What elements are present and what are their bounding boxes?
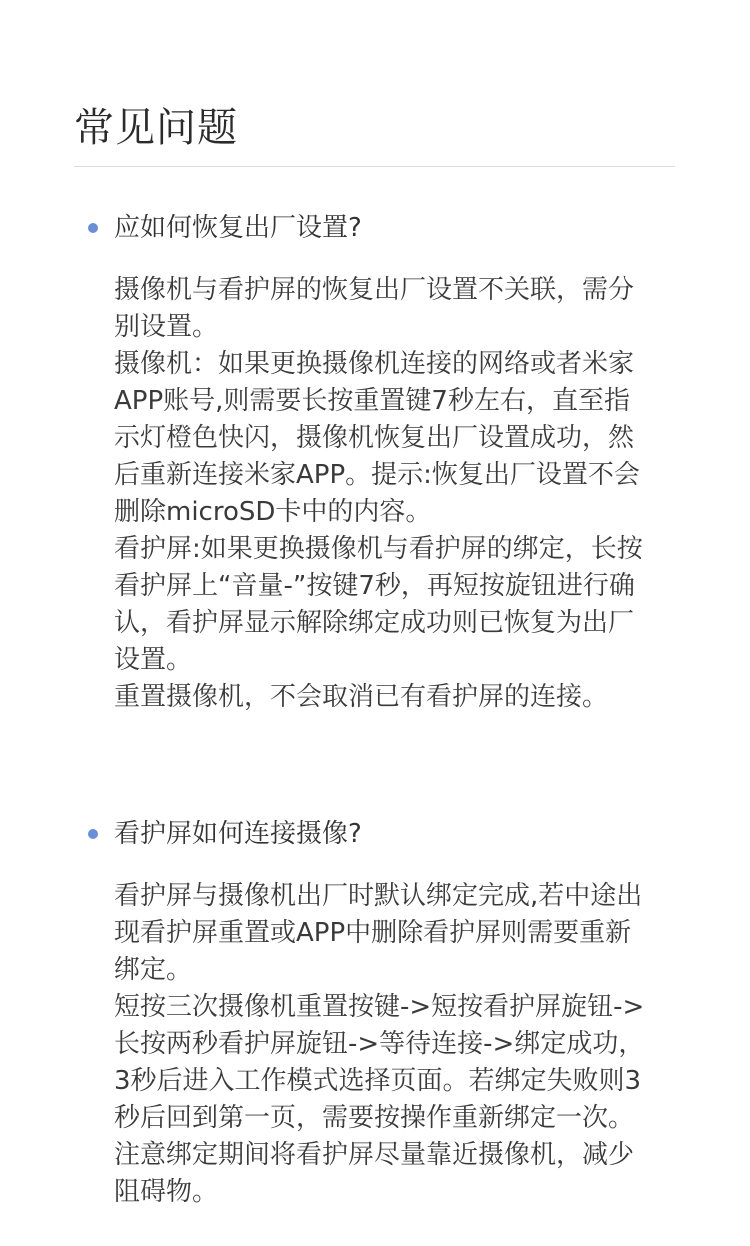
faq-item — [86, 812, 646, 1211]
faq-question — [86, 812, 646, 856]
answer-paragraph: 摄像机与看护屏的恢复出厂设置不关联，需分别设置。 — [114, 275, 635, 342]
title-divider — [74, 166, 675, 167]
faq-question-text: 应如何恢复出厂设置? — [114, 213, 362, 243]
faq-answer — [86, 878, 646, 1211]
faq-answer — [86, 272, 646, 716]
faq-question — [86, 206, 646, 250]
page-title: 常见问题 — [74, 105, 238, 151]
answer-paragraph: 看护屏:如果更换摄像机与看护屏的绑定，长按看护屏上“音量-”按键7秒，再短按旋钮进行确认，看护屏显示解除绑定成功则已恢复为出厂设置。 — [114, 534, 643, 675]
answer-paragraph: 短按三次摄像机重置按键->短按看护屏旋钮->长按两秒看护屏旋钮->等待连接->绑定成功，3秒后进入工作模式选择页面。若绑定失败则3秒后回到第一页，需要按操作重新绑定一次。注意绑定期间将看护屏尽量靠近摄像机，减少阻碍物。 — [114, 992, 645, 1207]
faq-item — [86, 206, 646, 716]
bullet-dot-icon — [88, 829, 98, 839]
answer-paragraph: 看护屏与摄像机出厂时默认绑定完成,若中途出现看护屏重置或APP中删除看护屏则需要重新绑定。 — [114, 881, 643, 985]
answer-paragraph: 摄像机：如果更换摄像机连接的网络或者米家 APP账号,则需要长按重置键7秒左右，直至指示灯橙色快闪，摄像机恢复出厂设置成功，然后重新连接米家APP。提示:恢复出厂设置不会删除microSD卡中的内容。 — [114, 349, 640, 527]
answer-paragraph: 重置摄像机，不会取消已有看护屏的连接。 — [114, 682, 609, 712]
faq-question-text: 看护屏如何连接摄像? — [114, 819, 362, 849]
bullet-dot-icon — [88, 223, 98, 233]
